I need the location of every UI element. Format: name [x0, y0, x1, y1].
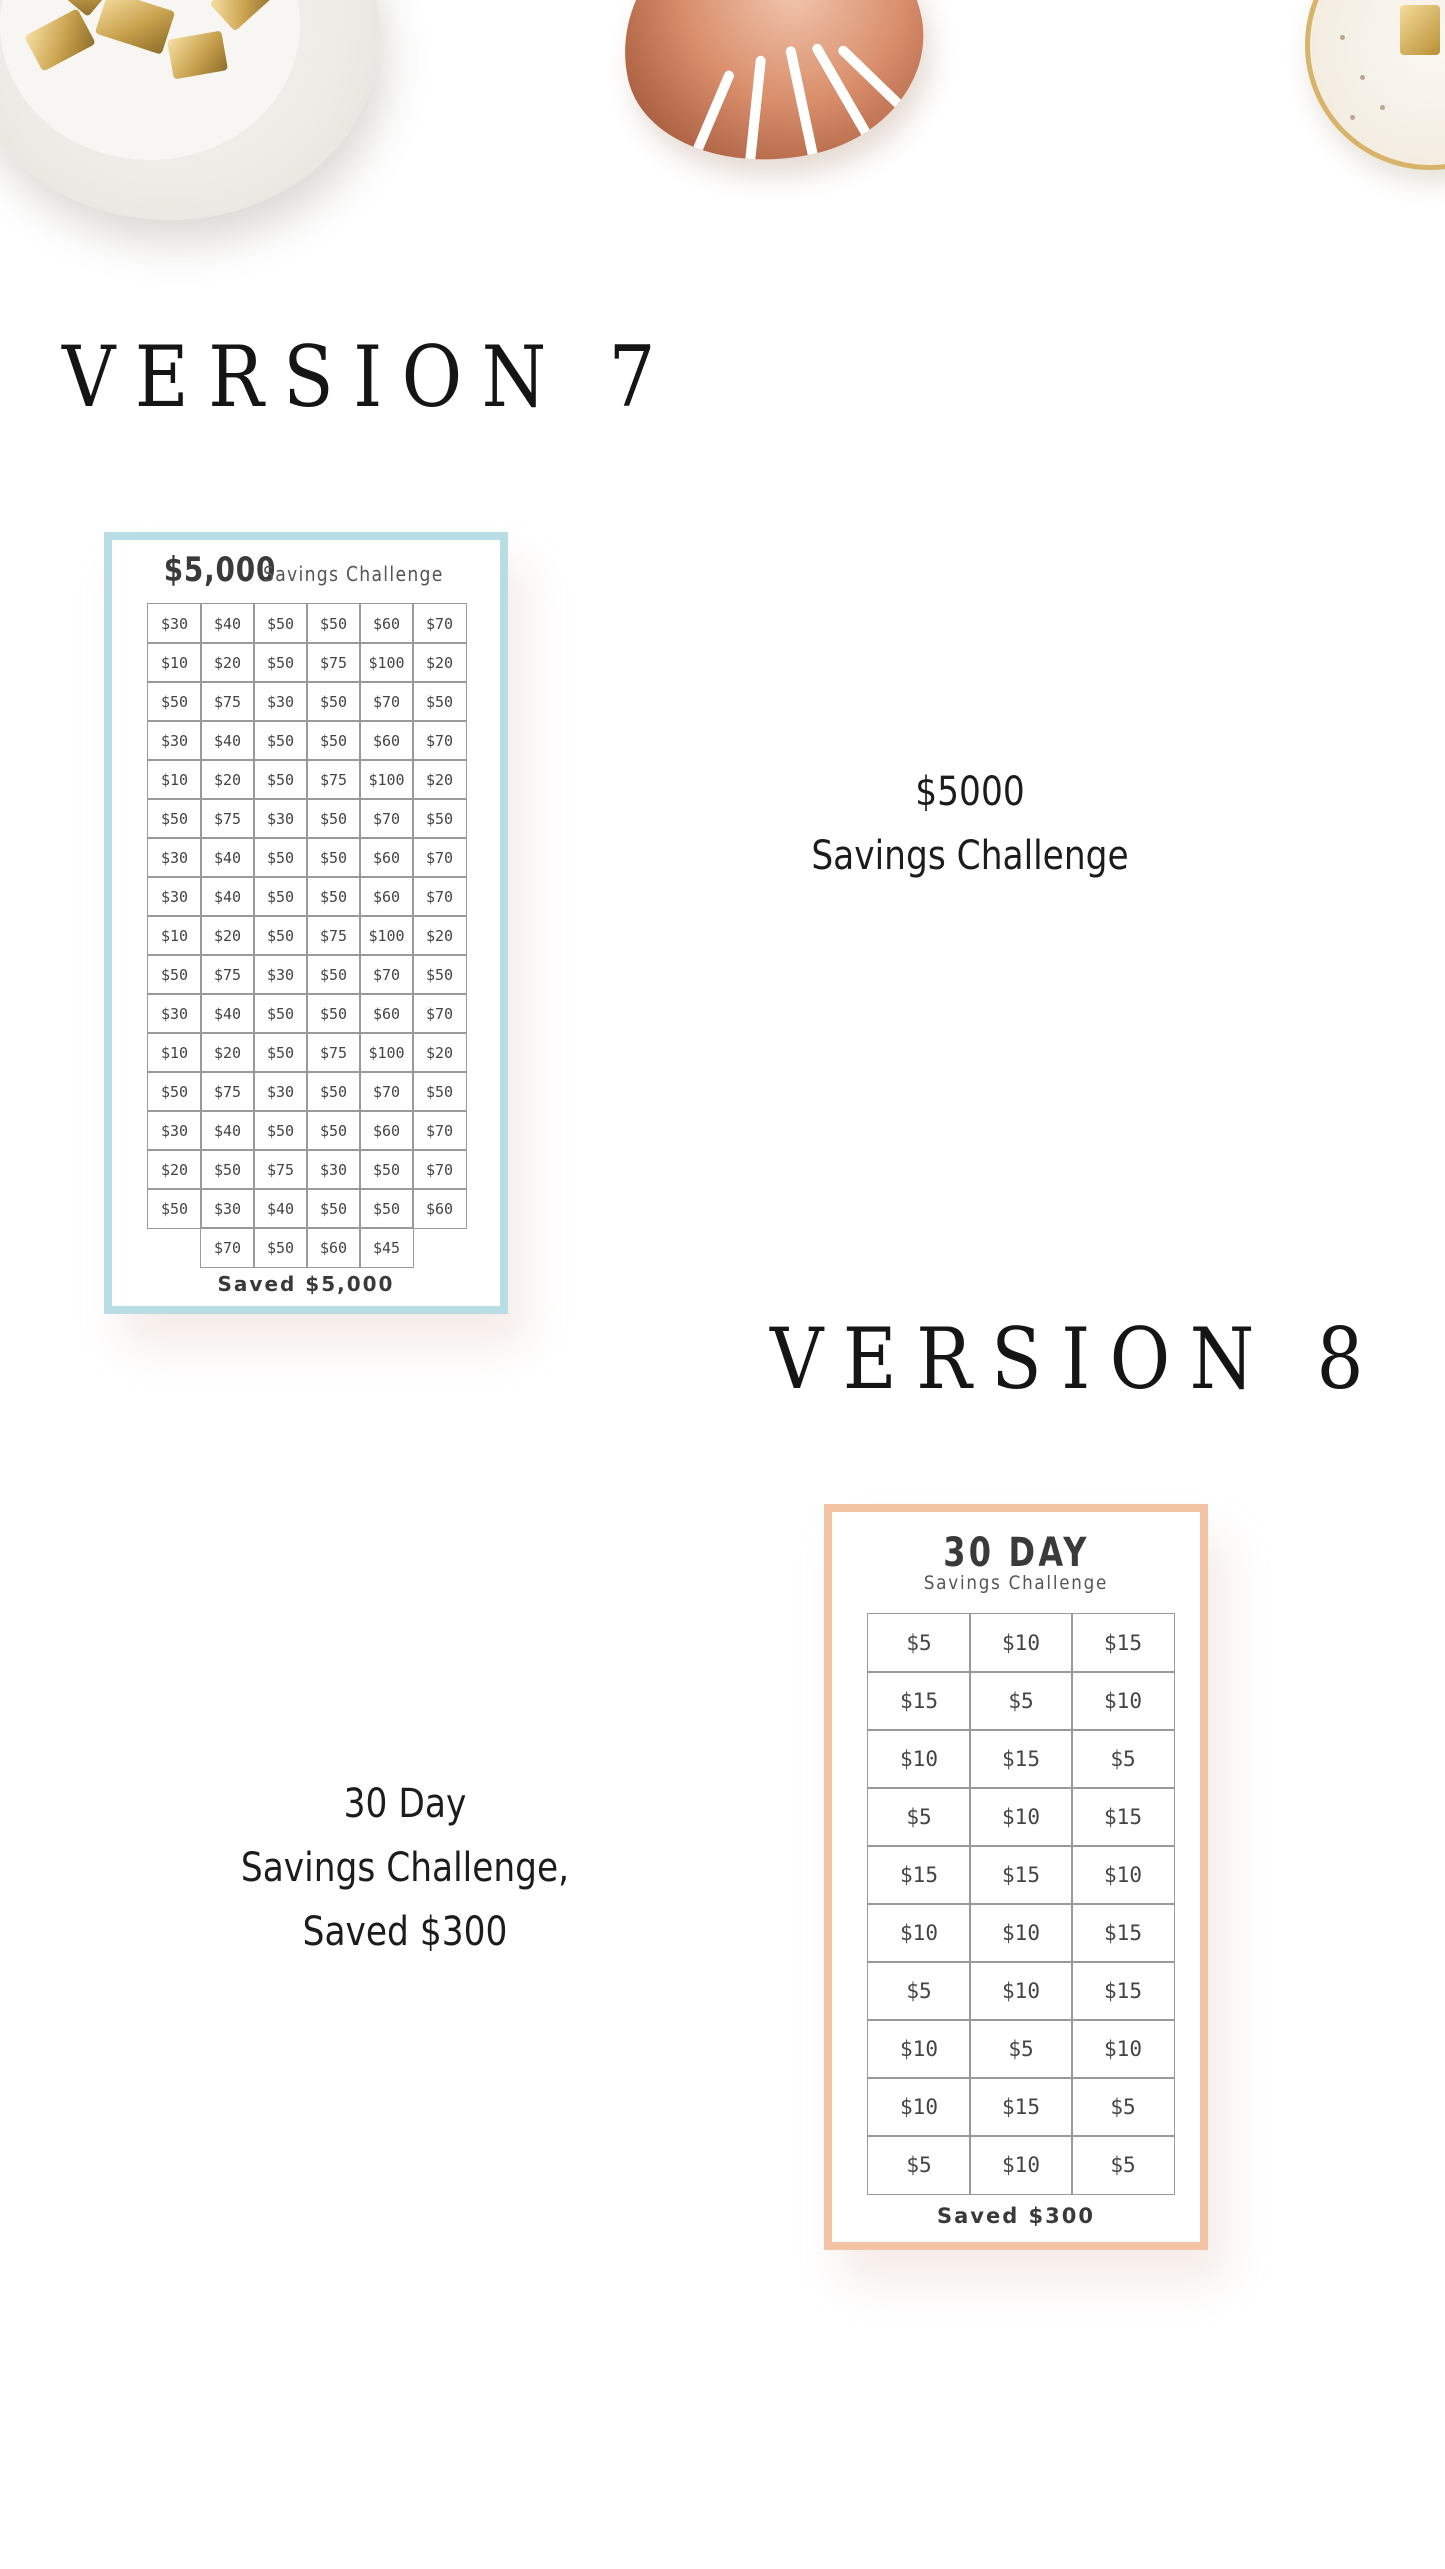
grid-cell: $50: [147, 798, 202, 839]
grid-cell: $30: [253, 798, 308, 839]
grid-cell: $20: [147, 1149, 202, 1190]
card-subtitle: Savings Challenge: [923, 1572, 1109, 1594]
saved-total: Saved $5,000: [217, 1272, 395, 1296]
grid-cell: $70: [359, 798, 414, 839]
grid-cell: $20: [412, 915, 467, 956]
grid-cell: $45: [359, 1227, 414, 1268]
grid-cell: $70: [412, 603, 467, 644]
grid-cell: $70: [412, 720, 467, 761]
grid-cell: $70: [412, 993, 467, 1034]
grid-cell: $10: [969, 1903, 1073, 1963]
caption-line: 30 Day: [343, 1781, 467, 1827]
grid-cell: $50: [253, 1227, 308, 1268]
grid-cell: $20: [412, 759, 467, 800]
grid-cell: $50: [253, 837, 308, 878]
grid-cell: $50: [359, 1188, 414, 1229]
grid-cell: $70: [359, 681, 414, 722]
grid-cell: $70: [412, 876, 467, 917]
grid-cell: $100: [359, 1032, 414, 1073]
card-header: [112, 550, 500, 590]
version-7-heading: VERSION 7: [62, 328, 675, 426]
paper-clip-bowl-icon: [0, 0, 380, 220]
grid-cell: $50: [147, 681, 202, 722]
grid-cell: $75: [306, 642, 361, 683]
grid-cell: $50: [306, 1110, 361, 1151]
grid-cell: $70: [412, 1110, 467, 1151]
grid-cell: $15: [1071, 1961, 1175, 2021]
grid-cell: $50: [306, 837, 361, 878]
grid-cell: $40: [200, 1110, 255, 1151]
grid-cell: $20: [200, 642, 255, 683]
grid-cell: $50: [253, 720, 308, 761]
grid-cell: $5: [867, 1787, 971, 1847]
grid-cell: $10: [1071, 2019, 1175, 2079]
grid-cell: $50: [306, 798, 361, 839]
grid-cell: $50: [253, 915, 308, 956]
grid-cell: $15: [1071, 1903, 1175, 1963]
grid-cell: $50: [359, 1149, 414, 1190]
grid-cell: $10: [867, 2019, 971, 2079]
grid-cell: $50: [412, 954, 467, 995]
grid-cell: $30: [147, 876, 202, 917]
card-subtitle: Savings Challenge: [262, 562, 444, 586]
grid-cell: $15: [1071, 1613, 1175, 1673]
version-8-caption: [212, 1772, 599, 1964]
monstera-leaf-icon: [599, 0, 944, 188]
grid-cell: $50: [306, 681, 361, 722]
grid-cell: $100: [359, 642, 414, 683]
grid-cell: $50: [253, 876, 308, 917]
grid-cell: $75: [306, 915, 361, 956]
grid-cell: $20: [200, 1032, 255, 1073]
caption-line: $5000: [915, 769, 1025, 815]
grid-cell: $40: [200, 993, 255, 1034]
grid-cell: $5: [867, 2135, 971, 2195]
grid-cell: $30: [147, 720, 202, 761]
grid-cell: $50: [306, 876, 361, 917]
grid-cell: $15: [969, 1845, 1073, 1905]
version-7-caption: [798, 760, 1142, 888]
grid-cell: $30: [147, 1110, 202, 1151]
grid-cell: $5: [867, 1961, 971, 2021]
grid-cell: $20: [412, 1032, 467, 1073]
grid-cell: $75: [200, 798, 255, 839]
grid-cell: $5: [1071, 1729, 1175, 1789]
binder-clip-icon: [1400, 5, 1440, 55]
grid-cell: $40: [200, 876, 255, 917]
version-8-heading: VERSION 8: [770, 1310, 1383, 1408]
binder-clip-dish-icon: [1305, 0, 1445, 170]
savings-grid: [868, 1614, 1174, 2194]
grid-cell: $10: [147, 759, 202, 800]
grid-cell: $15: [969, 1729, 1073, 1789]
grid-cell: $50: [253, 993, 308, 1034]
grid-cell: $50: [200, 1149, 255, 1190]
grid-cell: $40: [200, 720, 255, 761]
grid-cell: $100: [359, 915, 414, 956]
grid-cell: $30: [306, 1149, 361, 1190]
caption-line: Saved $300: [302, 1909, 508, 1955]
grid-cell: $20: [200, 759, 255, 800]
grid-cell: $5: [1071, 2135, 1175, 2195]
grid-cell: [147, 1227, 202, 1268]
grid-cell: $50: [253, 1032, 308, 1073]
grid-cell: $75: [200, 1071, 255, 1112]
caption-line: Savings Challenge: [811, 833, 1129, 879]
grid-cell: $15: [867, 1671, 971, 1731]
grid-cell: $10: [969, 1961, 1073, 2021]
grid-cell: $50: [306, 603, 361, 644]
grid-cell: $50: [253, 1110, 308, 1151]
grid-cell: $10: [867, 1903, 971, 1963]
card-amount: $5,000: [163, 550, 277, 590]
grid-cell: $60: [359, 876, 414, 917]
grid-cell: $10: [147, 642, 202, 683]
grid-cell: $50: [253, 759, 308, 800]
grid-cell: $60: [412, 1188, 467, 1229]
grid-cell: $10: [867, 2077, 971, 2137]
grid-cell: $75: [306, 759, 361, 800]
grid-cell: $10: [867, 1729, 971, 1789]
grid-cell: $10: [1071, 1671, 1175, 1731]
card-title: 30 DAY: [942, 1530, 1090, 1576]
grid-cell: $10: [147, 1032, 202, 1073]
caption-line: Savings Challenge,: [240, 1845, 570, 1891]
grid-cell: $50: [412, 1071, 467, 1112]
grid-cell: $40: [200, 603, 255, 644]
grid-cell: $10: [1071, 1845, 1175, 1905]
grid-cell: $50: [147, 1071, 202, 1112]
grid-cell: $20: [200, 915, 255, 956]
grid-cell: $75: [200, 954, 255, 995]
grid-cell: $100: [359, 759, 414, 800]
grid-cell: $75: [253, 1149, 308, 1190]
saved-total: Saved $300: [936, 2204, 1096, 2228]
grid-cell: $70: [412, 837, 467, 878]
grid-cell: $50: [253, 642, 308, 683]
grid-cell: $5: [867, 1613, 971, 1673]
grid-cell: [412, 1227, 467, 1268]
grid-cell: $5: [969, 2019, 1073, 2079]
grid-cell: $50: [412, 681, 467, 722]
grid-cell: $50: [147, 1188, 202, 1229]
grid-cell: $50: [253, 603, 308, 644]
grid-cell: $30: [200, 1188, 255, 1229]
grid-cell: $70: [359, 954, 414, 995]
grid-cell: $60: [359, 1110, 414, 1151]
grid-cell: $60: [359, 837, 414, 878]
grid-cell: $50: [306, 1188, 361, 1229]
grid-cell: $50: [306, 993, 361, 1034]
grid-cell: $50: [306, 954, 361, 995]
grid-cell: $10: [969, 2135, 1073, 2195]
grid-cell: $40: [200, 837, 255, 878]
grid-cell: $30: [253, 954, 308, 995]
grid-cell: $50: [147, 954, 202, 995]
grid-cell: $75: [306, 1032, 361, 1073]
grid-cell: $50: [306, 1071, 361, 1112]
savings-grid: [148, 604, 466, 1267]
grid-cell: $10: [147, 915, 202, 956]
grid-cell: $10: [969, 1613, 1073, 1673]
grid-cell: $30: [253, 1071, 308, 1112]
card-header: [832, 1530, 1200, 1594]
savings-card-30-day: [824, 1504, 1208, 2250]
grid-cell: $60: [306, 1227, 361, 1268]
grid-cell: $5: [1071, 2077, 1175, 2137]
grid-cell: $70: [200, 1227, 255, 1268]
grid-cell: $60: [359, 603, 414, 644]
grid-cell: $70: [412, 1149, 467, 1190]
grid-cell: $75: [200, 681, 255, 722]
grid-cell: $15: [1071, 1787, 1175, 1847]
grid-cell: $20: [412, 642, 467, 683]
savings-card-5000: [104, 532, 508, 1314]
grid-cell: $30: [147, 837, 202, 878]
grid-cell: $40: [253, 1188, 308, 1229]
grid-cell: $30: [147, 603, 202, 644]
grid-cell: $60: [359, 993, 414, 1034]
grid-cell: $30: [253, 681, 308, 722]
grid-cell: $5: [969, 1671, 1073, 1731]
grid-cell: $30: [147, 993, 202, 1034]
grid-cell: $50: [412, 798, 467, 839]
grid-cell: $10: [969, 1787, 1073, 1847]
grid-cell: $60: [359, 720, 414, 761]
grid-cell: $70: [359, 1071, 414, 1112]
grid-cell: $50: [306, 720, 361, 761]
grid-cell: $15: [867, 1845, 971, 1905]
grid-cell: $15: [969, 2077, 1073, 2137]
